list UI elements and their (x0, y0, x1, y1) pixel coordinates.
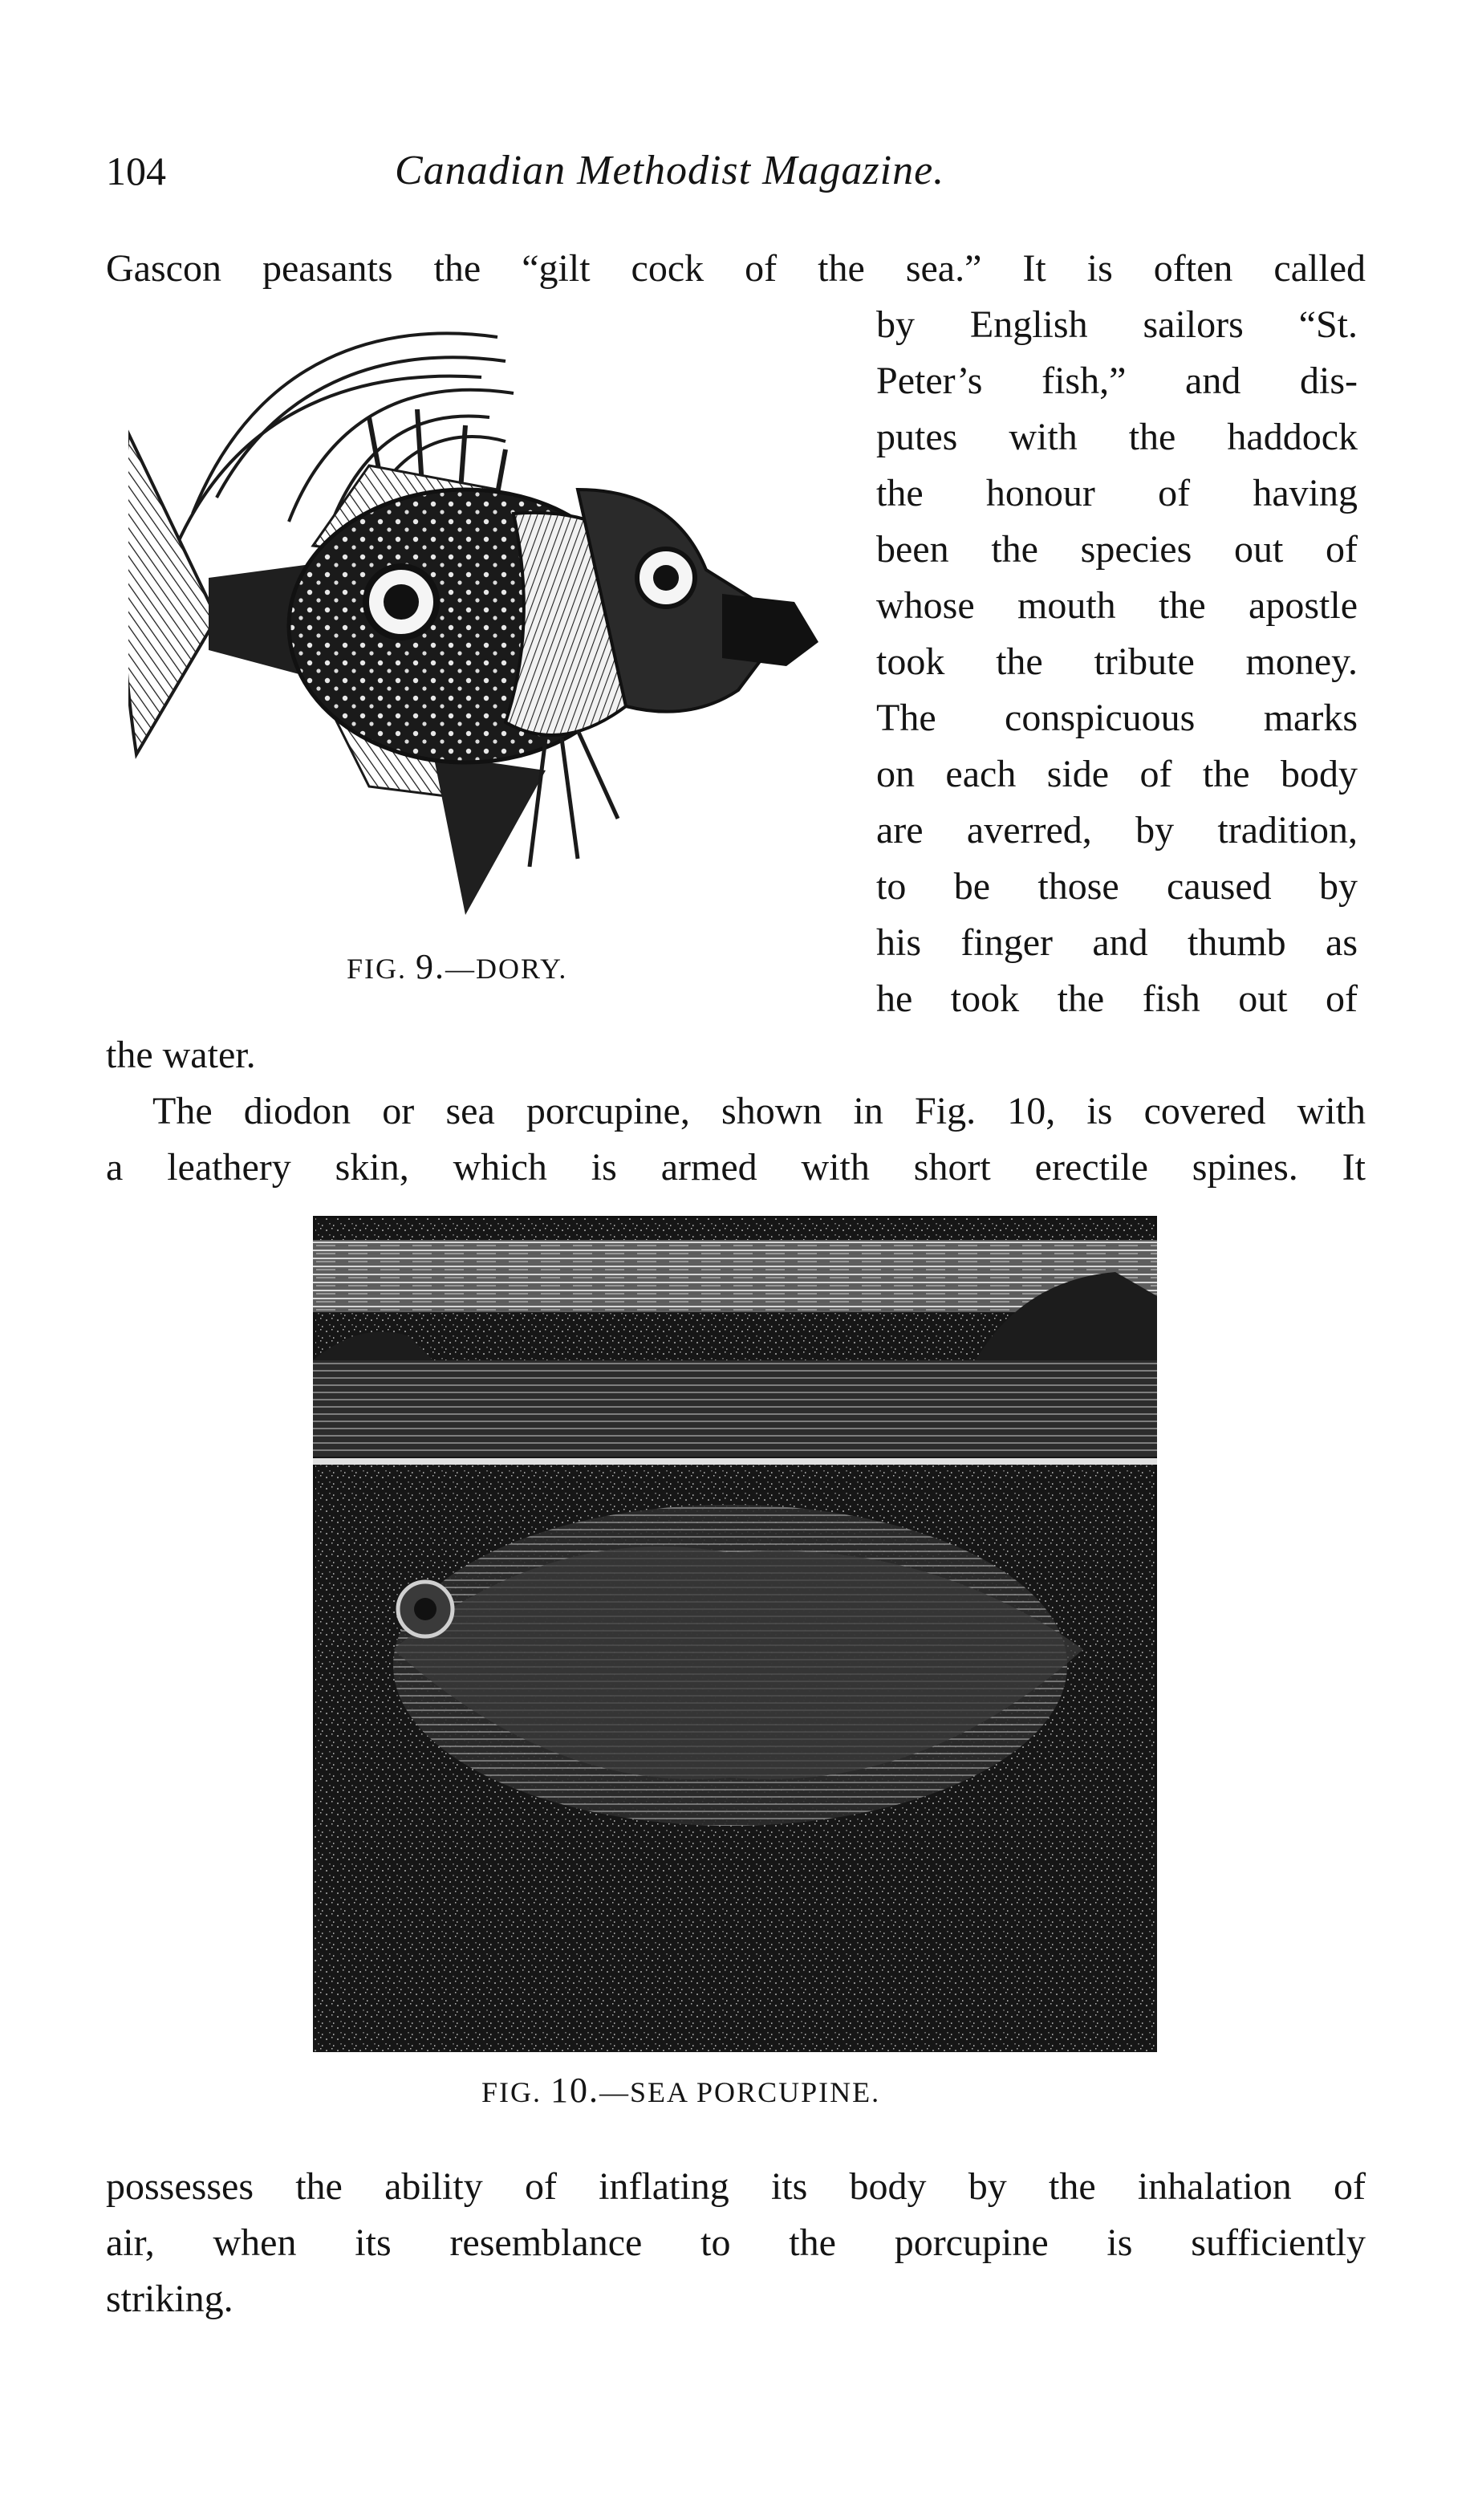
text-line: air, when its resemblance to the porcupine is sufficiently (106, 2221, 1366, 2264)
sea-porcupine-illustration (313, 1216, 1157, 2052)
text-line: Gascon peasants the “gilt cock of the sea.” It is often called (106, 247, 1366, 290)
figure-9-number: 9. (416, 947, 446, 986)
figure-9-caption (347, 947, 567, 989)
page-number: 104 (106, 148, 166, 193)
text-line: on each side of the body (876, 753, 1358, 795)
text-line: a leathery skin, which is armed with short erectile spines. It (106, 1146, 1366, 1189)
text-line: The conspicuous marks (876, 697, 1358, 739)
running-head (106, 143, 1366, 199)
figure-10-number: 10. (550, 2071, 600, 2110)
text-line: the water. (106, 1034, 256, 1076)
text-line: striking. (106, 2278, 233, 2320)
text-line: he took the fish out of (876, 978, 1358, 1020)
text-line: putes with the haddock (876, 416, 1358, 458)
text-line: took the tribute money. (876, 640, 1358, 683)
journal-title: Canadian Methodist Magazine. (395, 148, 945, 193)
text-line: to be those caused by (876, 865, 1358, 908)
figure-9-caption-prefix: FIG. (347, 953, 408, 985)
text-line: by English sailors “St. (876, 303, 1358, 346)
text-line: the honour of having (876, 472, 1358, 514)
text-line: been the species out of (876, 528, 1358, 571)
text-line: whose mouth the apostle (876, 584, 1358, 627)
text-line: The diodon or sea porcupine, shown in Fig. 10, is covered with (152, 1090, 1366, 1132)
text-line: Peter’s fish,” and dis- (876, 360, 1358, 402)
figure-10-caption-prefix: FIG. (481, 2076, 542, 2108)
text-line: are averred, by tradition, (876, 809, 1358, 852)
text-line: possesses the ability of inflating its body by the inhalation of (106, 2165, 1366, 2208)
figure-10-caption-text: —SEA PORCUPINE. (599, 2076, 881, 2108)
figure-9-caption-text: —DORY. (445, 953, 568, 985)
text-line: his finger and thumb as (876, 921, 1358, 964)
dory-illustration (128, 305, 834, 947)
figure-10-caption (481, 2071, 880, 2112)
